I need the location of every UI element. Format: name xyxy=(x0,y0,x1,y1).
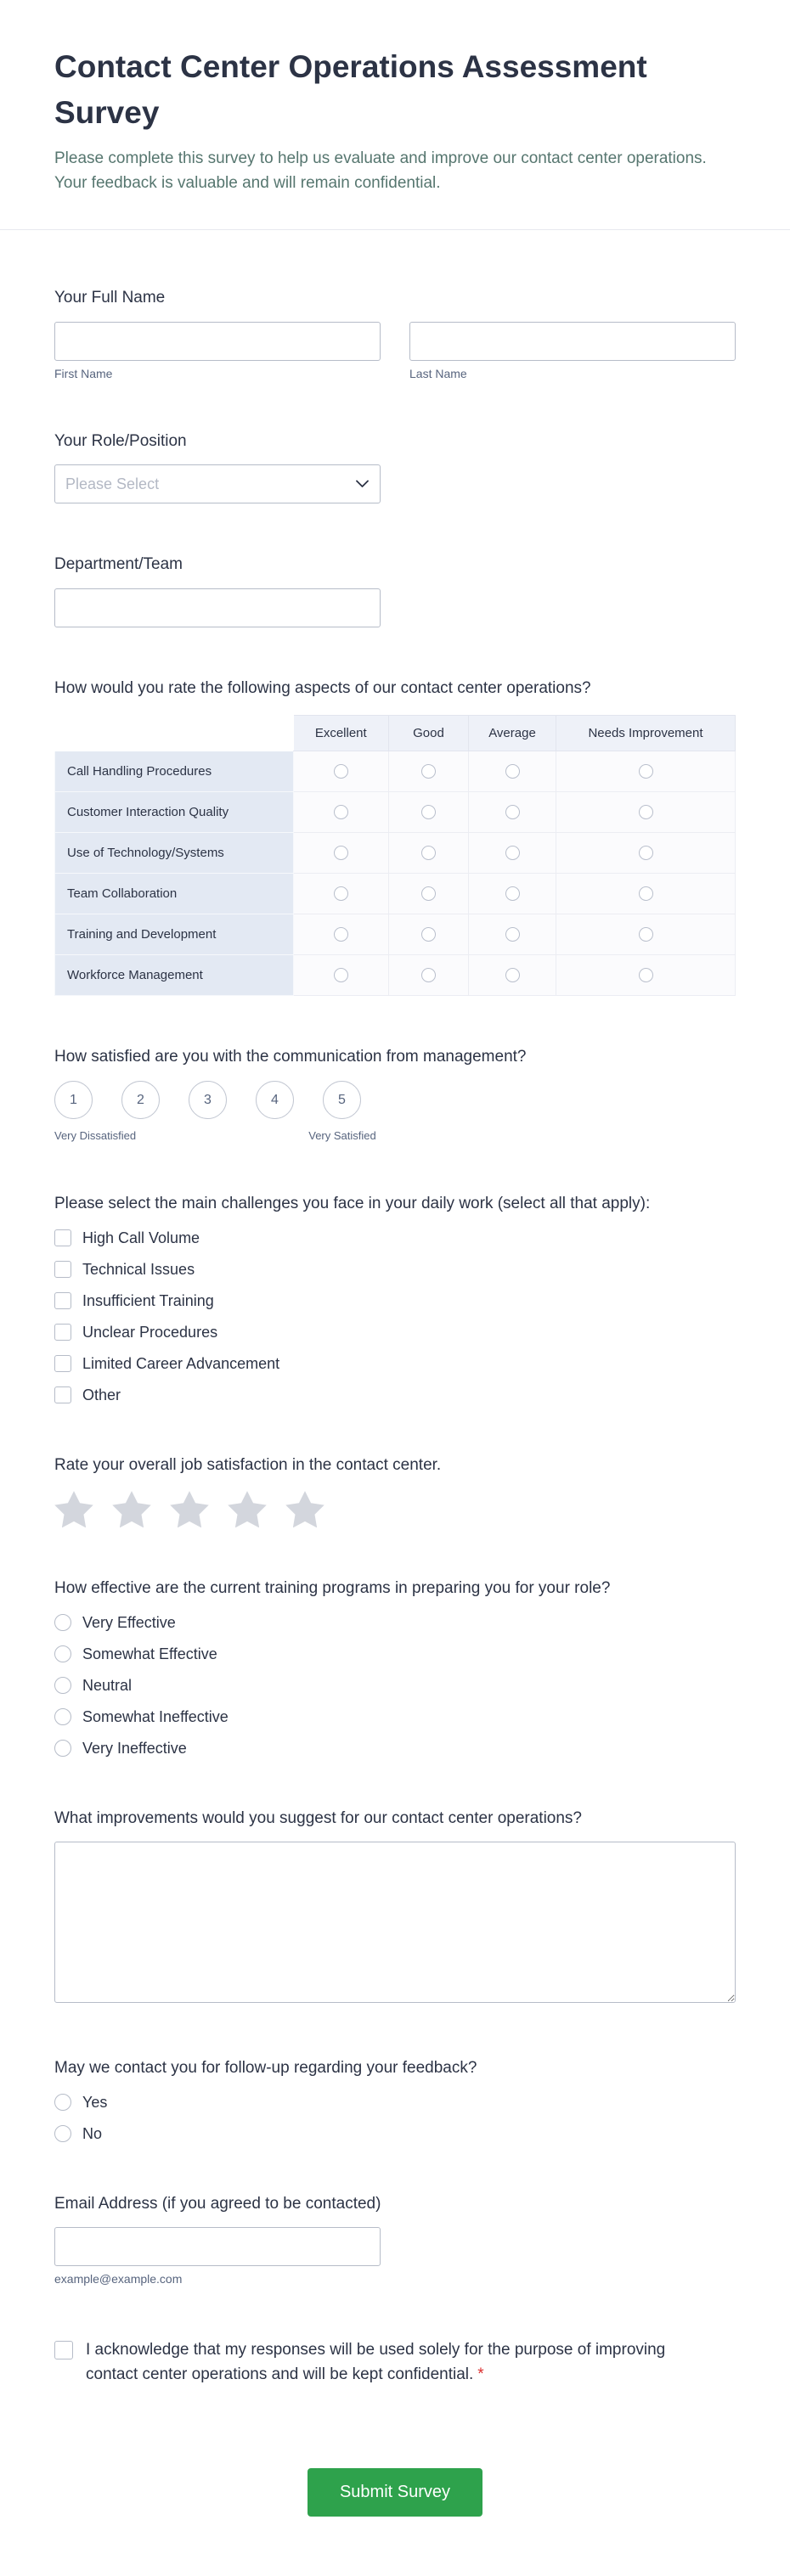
challenge-checkbox[interactable] xyxy=(54,1355,71,1372)
radio-option[interactable] xyxy=(54,2125,736,2143)
matrix-col-header: Good xyxy=(389,716,469,751)
matrix-row xyxy=(55,792,736,833)
matrix-radio[interactable] xyxy=(421,886,436,901)
star-rating xyxy=(54,1490,736,1527)
question-matrix xyxy=(54,677,736,997)
matrix-row-label: Call Handling Procedures xyxy=(55,751,294,792)
followup-radio-no[interactable] xyxy=(54,2125,71,2142)
checkbox-option[interactable] xyxy=(54,1261,736,1279)
question-improvements xyxy=(54,1807,736,2008)
matrix-radio[interactable] xyxy=(639,927,653,942)
question-scale xyxy=(54,1045,736,1143)
scale-option-1[interactable]: 1 xyxy=(54,1081,93,1119)
consent-text: I acknowledge that my responses will be used solely for the purpose of improving contact center operations and will be kept confidential. * xyxy=(86,2341,666,2383)
radio-option-label: Neutral xyxy=(82,1676,133,1694)
matrix-radio[interactable] xyxy=(421,968,436,982)
matrix-corner-cell xyxy=(55,716,294,751)
matrix-radio[interactable] xyxy=(639,805,653,819)
radio-option-label: Somewhat Effective xyxy=(82,1645,217,1662)
matrix-radio[interactable] xyxy=(421,764,436,779)
question-job-satisfaction xyxy=(54,1454,736,1528)
last-name-input[interactable] xyxy=(409,322,736,361)
matrix-row xyxy=(55,751,736,792)
checkbox-option-label: Insufficient Training xyxy=(82,1291,214,1309)
first-name-input[interactable] xyxy=(54,322,381,361)
checkbox-option[interactable] xyxy=(54,1292,736,1310)
checkbox-option[interactable] xyxy=(54,1355,736,1373)
followup-radio-yes[interactable] xyxy=(54,2094,71,2111)
email-sublabel: example@example.com xyxy=(54,2272,183,2286)
training-radio[interactable] xyxy=(54,1740,71,1757)
radio-option-label: Very Effective xyxy=(82,1613,176,1631)
training-radio[interactable] xyxy=(54,1677,71,1694)
scale-option-5[interactable]: 5 xyxy=(323,1081,361,1119)
question-training xyxy=(54,1577,736,1758)
header-divider xyxy=(0,229,790,230)
consent-checkbox[interactable] xyxy=(54,2341,73,2359)
radio-option[interactable] xyxy=(54,1677,736,1695)
role-select[interactable] xyxy=(54,464,381,503)
matrix-col-header: Excellent xyxy=(294,716,389,751)
department-input[interactable] xyxy=(54,588,381,627)
question-department xyxy=(54,553,736,627)
matrix-radio[interactable] xyxy=(639,968,653,982)
matrix-radio[interactable] xyxy=(334,886,348,901)
checkbox-option[interactable] xyxy=(54,1229,736,1247)
scale-option-2[interactable]: 2 xyxy=(121,1081,160,1119)
last-name-sublabel: Last Name xyxy=(409,366,467,380)
matrix-row-label: Team Collaboration xyxy=(55,874,294,914)
question-full-name xyxy=(54,286,736,380)
matrix-radio[interactable] xyxy=(505,764,520,779)
matrix-radio[interactable] xyxy=(421,846,436,860)
form-subtitle: Please complete this survey to help us evaluate and improve our contact center operations. Your feedback is valuable and will remain confidential. xyxy=(54,149,707,192)
training-label: How effective are the current training programs in preparing you for your role? xyxy=(54,1579,611,1598)
matrix-row-label: Workforce Management xyxy=(55,955,294,996)
training-radio[interactable] xyxy=(54,1614,71,1631)
role-label: Your Role/Position xyxy=(54,431,187,450)
star-icon[interactable] xyxy=(54,1490,93,1527)
matrix-radio[interactable] xyxy=(421,927,436,942)
challenge-checkbox[interactable] xyxy=(54,1292,71,1309)
star-icon[interactable] xyxy=(170,1490,209,1527)
matrix-radio[interactable] xyxy=(505,968,520,982)
job-satisfaction-label: Rate your overall job satisfaction in the contact center. xyxy=(54,1455,442,1474)
matrix-radio[interactable] xyxy=(639,886,653,901)
matrix-radio[interactable] xyxy=(334,927,348,942)
challenge-checkbox[interactable] xyxy=(54,1386,71,1403)
matrix-radio[interactable] xyxy=(505,927,520,942)
question-challenges xyxy=(54,1192,736,1404)
radio-option[interactable] xyxy=(54,1740,736,1758)
page-title: Contact Center Operations Assessment Survey xyxy=(54,49,647,130)
checkbox-option-label: Limited Career Advancement xyxy=(82,1354,280,1372)
training-radio[interactable] xyxy=(54,1645,71,1662)
training-radio[interactable] xyxy=(54,1708,71,1725)
question-email xyxy=(54,2192,736,2286)
radio-option-label: Very Ineffective xyxy=(82,1739,187,1757)
matrix-row-label: Training and Development xyxy=(55,914,294,955)
checkbox-option[interactable] xyxy=(54,1386,736,1404)
matrix-row xyxy=(55,833,736,874)
matrix-col-header: Needs Improvement xyxy=(556,716,736,751)
matrix-radio[interactable] xyxy=(505,846,520,860)
matrix-col-header: Average xyxy=(469,716,556,751)
matrix-label: How would you rate the following aspects of our contact center operations? xyxy=(54,678,591,697)
matrix-table xyxy=(54,715,736,996)
radio-option[interactable] xyxy=(54,2094,736,2112)
matrix-radio[interactable] xyxy=(639,764,653,779)
matrix-radio[interactable] xyxy=(505,805,520,819)
matrix-radio[interactable] xyxy=(334,846,348,860)
matrix-row xyxy=(55,955,736,996)
scale-option-4[interactable]: 4 xyxy=(256,1081,294,1119)
checkbox-option[interactable] xyxy=(54,1324,736,1341)
star-icon[interactable] xyxy=(285,1490,324,1527)
matrix-radio[interactable] xyxy=(334,764,348,779)
matrix-row xyxy=(55,914,736,955)
matrix-radio[interactable] xyxy=(421,805,436,819)
star-icon[interactable] xyxy=(228,1490,267,1527)
matrix-radio[interactable] xyxy=(334,805,348,819)
email-label: Email Address (if you agreed to be contacted) xyxy=(54,2194,381,2213)
consent-row[interactable] xyxy=(54,2338,666,2387)
challenge-checkbox[interactable] xyxy=(54,1324,71,1341)
scale-min-label: Very Dissatisfied xyxy=(54,1129,137,1143)
radio-option-label: No xyxy=(82,2124,103,2142)
checkbox-option-label: Technical Issues xyxy=(82,1260,195,1278)
department-label: Department/Team xyxy=(54,555,183,574)
checkbox-option-label: Other xyxy=(82,1386,121,1403)
submit-button[interactable]: Submit Survey xyxy=(308,2468,482,2517)
matrix-radio[interactable] xyxy=(505,886,520,901)
checkbox-option-label: High Call Volume xyxy=(82,1229,200,1246)
improvements-label: What improvements would you suggest for our contact center operations? xyxy=(54,1808,582,1827)
challenge-checkbox[interactable] xyxy=(54,1261,71,1278)
challenge-checkbox[interactable] xyxy=(54,1229,71,1246)
question-role xyxy=(54,430,736,504)
scale-label: How satisfied are you with the communication from management? xyxy=(54,1048,527,1066)
matrix-row xyxy=(55,874,736,914)
star-icon[interactable] xyxy=(112,1490,151,1527)
matrix-row-label: Use of Technology/Systems xyxy=(55,833,294,874)
matrix-radio[interactable] xyxy=(334,968,348,982)
matrix-row-label: Customer Interaction Quality xyxy=(55,792,294,833)
email-field[interactable] xyxy=(54,2227,381,2266)
radio-option[interactable] xyxy=(54,1645,736,1663)
matrix-radio[interactable] xyxy=(639,846,653,860)
challenges-label: Please select the main challenges you face in your daily work (select all that apply): xyxy=(54,1195,651,1213)
radio-option[interactable] xyxy=(54,1708,736,1726)
followup-label: May we contact you for follow-up regarding your feedback? xyxy=(54,2059,477,2078)
checkbox-option-label: Unclear Procedures xyxy=(82,1323,218,1341)
full-name-label: Your Full Name xyxy=(54,289,166,307)
scale-option-3[interactable]: 3 xyxy=(189,1081,227,1119)
first-name-sublabel: First Name xyxy=(54,366,113,380)
required-asterisk: * xyxy=(477,2365,484,2383)
question-followup xyxy=(54,2056,736,2143)
radio-option[interactable] xyxy=(54,1614,736,1632)
radio-option-label: Somewhat Ineffective xyxy=(82,1707,229,1725)
improvements-textarea[interactable] xyxy=(54,1842,736,2003)
radio-option-label: Yes xyxy=(82,2093,108,2111)
scale-max-label: Very Satisfied xyxy=(308,1129,376,1143)
